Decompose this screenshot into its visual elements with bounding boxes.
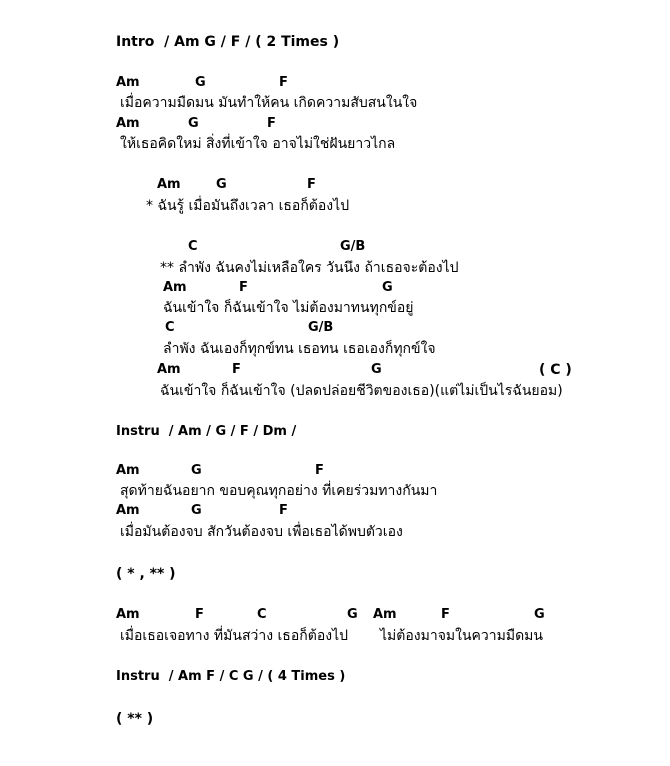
chord: Am xyxy=(157,177,181,192)
chord: Am xyxy=(116,75,140,90)
chord: Am xyxy=(116,607,140,622)
chord: F xyxy=(441,607,450,622)
chord: F xyxy=(267,116,276,131)
chord: F xyxy=(315,463,324,478)
chord: F xyxy=(239,280,248,295)
lyric-line: ฉันเข้าใจ ก็ฉันเข้าใจ (ปลดปล่อยชีวิตของเธอ)(แต่ไม่เป็นไรฉันยอม) xyxy=(160,383,563,399)
lyric-line: เมื่อความมืดมน มันทำให้คน เกิดความสับสนในใจ xyxy=(120,95,418,111)
chord: G/B xyxy=(308,320,334,335)
lyric-line: ให้เธอคิดใหม่ สิ่งที่เข้าใจ อาจไม่ใช่ฝันยาวไกล xyxy=(120,136,396,152)
chord: G xyxy=(188,116,199,131)
chord: F xyxy=(279,503,288,518)
chord: C xyxy=(188,239,198,254)
lyric-line: ไม่ต้องมาจมในความมืดมน xyxy=(380,628,543,644)
chord: G xyxy=(191,503,202,518)
repeat-marker: ( ** ) xyxy=(116,711,154,727)
chord: F xyxy=(195,607,204,622)
lyric-line: ** ลำพัง ฉันคงไม่เหลือใคร วันนึง ถ้าเธอจะต้องไป xyxy=(160,260,459,276)
lyric-line: สุดท้ายฉันอยาก ขอบคุณทุกอย่าง ที่เคยร่วมทางกันมา xyxy=(120,483,438,499)
chord: Am xyxy=(116,503,140,518)
chord: Am xyxy=(157,362,181,377)
intro-line: Intro / Am G / F / ( 2 Times ) xyxy=(116,34,340,50)
instru-line: Instru / Am / G / F / Dm / xyxy=(116,424,297,439)
chord: Am xyxy=(163,280,187,295)
chord: ( C ) xyxy=(539,362,572,378)
chord: G xyxy=(195,75,206,90)
chord: G/B xyxy=(340,239,366,254)
chord: G xyxy=(347,607,358,622)
chord: F xyxy=(232,362,241,377)
chord: G xyxy=(382,280,393,295)
chord: F xyxy=(307,177,316,192)
chord: G xyxy=(371,362,382,377)
chord: C xyxy=(257,607,267,622)
lyric-line: เมื่อมันต้องจบ สักวันต้องจบ เพื่อเธอได้พบตัวเอง xyxy=(120,524,403,540)
chord: G xyxy=(216,177,227,192)
chord: G xyxy=(534,607,545,622)
instru-line: Instru / Am F / C G / ( 4 Times ) xyxy=(116,669,346,684)
lyric-line: ลำพัง ฉันเองก็ทุกข์ทน เธอทน เธอเองก็ทุกข์ใจ xyxy=(163,341,436,357)
chord: Am xyxy=(116,116,140,131)
repeat-marker: ( * , ** ) xyxy=(116,566,176,582)
chord: Am xyxy=(373,607,397,622)
lyric-line: ฉันเข้าใจ ก็ฉันเข้าใจ ไม่ต้องมาทนทุกข์อยู่ xyxy=(163,300,414,316)
chord: C xyxy=(165,320,175,335)
chord: F xyxy=(279,75,288,90)
lyric-line: เมื่อเธอเจอทาง ที่มันสว่าง เธอก็ต้องไป xyxy=(120,628,348,644)
chord: Am xyxy=(116,463,140,478)
chord: G xyxy=(191,463,202,478)
lyric-line: * ฉันรู้ เมื่อมันถึงเวลา เธอก็ต้องไป xyxy=(146,198,350,214)
